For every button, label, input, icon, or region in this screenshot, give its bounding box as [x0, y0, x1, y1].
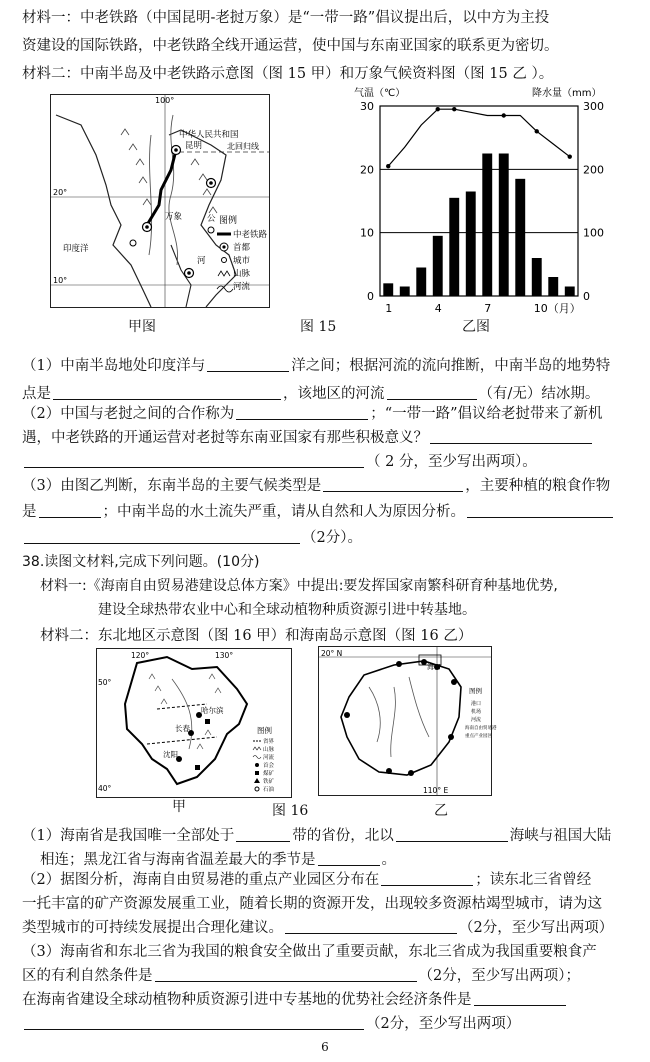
precip-bar — [548, 277, 558, 296]
svg-text:图例: 图例 — [469, 687, 482, 695]
svg-text:中老铁路: 中老铁路 — [233, 230, 268, 240]
svg-text:山脉: 山脉 — [263, 747, 275, 753]
temperature-point — [568, 154, 572, 158]
h2-line1: （2）据图分析，海南自由贸易港的重点产业园区分布在 ；读东北三省曾经 — [22, 872, 592, 888]
h3-line2: 区的有利自然条件是 （2分，至少写出两项）； — [22, 968, 580, 984]
q2-blank-cooperation[interactable] — [236, 404, 368, 420]
q1-blank-ice[interactable] — [387, 384, 477, 400]
q38-title: 38.读图文材料,完成下列问题。(10分) — [22, 554, 260, 570]
h3-line4: （2分，至少写出两项） — [22, 1014, 634, 1034]
x-tick-label: 4 — [434, 302, 442, 315]
svg-text:首会: 首会 — [263, 763, 275, 769]
q2-blank-significance-b[interactable] — [24, 452, 364, 468]
svg-text:城市: 城市 — [233, 256, 251, 266]
q2-line1: （2）中国与老挝之间的合作称为 ；“一带一路”倡议给老挝带来了新机 — [22, 406, 603, 422]
h2-line2: 一托丰富的矿产资源发展重工业，随着长期的资源开发，出现较多资源枯竭型城市，请为这 — [22, 896, 602, 912]
y-right-tick-label: 0 — [583, 290, 590, 303]
map-he: 河 — [197, 256, 206, 266]
y-left-tick-label: 0 — [367, 290, 374, 303]
ne-city-harbin: 哈尔滨 — [201, 706, 224, 715]
ne-lat-50: 50° — [98, 678, 112, 687]
ne-city-shenyang: 沈阳 — [163, 750, 178, 759]
precip-bar — [532, 258, 542, 296]
map-gong: 公 — [207, 214, 216, 224]
q1-blank-terrain[interactable] — [53, 384, 281, 400]
precip-bar — [499, 154, 509, 297]
x-tick-label: 10（月） — [533, 302, 581, 315]
svg-text:首都: 首都 — [233, 243, 251, 253]
temperature-point — [502, 113, 506, 117]
q1-line2: 点是 ，该地区的河流 （有/无）结冰期。 — [22, 386, 600, 402]
h1-line1: （1）海南省是我国唯一全部处于 带的省份，北以 海峡与祖国大陆 — [22, 828, 612, 844]
h2-blank-suggestion[interactable] — [285, 918, 457, 934]
map-vientiane: 万象 — [165, 212, 183, 222]
precip-bar — [449, 198, 459, 296]
material-1-line1: 材料一：中老铁路（中国昆明-老挝万象）是“一带一路”倡议提出后，以中方为主投 — [22, 10, 550, 26]
temperature-point — [436, 107, 440, 111]
svg-text:重点产业园区: 重点产业园区 — [465, 734, 492, 739]
temperature-point — [535, 129, 539, 133]
map-legend — [217, 214, 268, 292]
x-tick-label: 1 — [385, 302, 393, 315]
hn-lon-110: 110° E — [423, 786, 449, 795]
q2-line3: （ 2 分，至少写出两项）。 — [22, 452, 634, 472]
svg-text:铁矿: 铁矿 — [263, 779, 275, 785]
map-lon-label: 100° — [155, 96, 175, 105]
svg-text:河流: 河流 — [471, 717, 482, 723]
svg-text:海南自由贸易港: 海南自由贸易港 — [465, 726, 497, 731]
chart-title-right: 降水量（mm） — [532, 88, 602, 99]
hn-lat-20: 20° N — [321, 649, 343, 658]
ne-lon-120: 120° — [131, 651, 150, 660]
h1-blank-strait[interactable] — [396, 826, 508, 842]
h1-blank-season[interactable] — [318, 850, 380, 866]
q3-blank-erosion-a[interactable] — [467, 502, 613, 518]
q38-material1-line2: 建设全球热带农业中心和全球动植物种质资源引进中转基地。 — [98, 602, 476, 618]
svg-text:省界: 省界 — [263, 739, 275, 745]
precip-bar — [466, 192, 476, 297]
map-china-label: 中华人民共和国 — [179, 130, 239, 140]
map-lat10: 10° — [53, 276, 68, 285]
precip-bar — [482, 154, 492, 297]
map-ocean-label: 印度洋 — [63, 244, 89, 254]
q1-blank-ocean[interactable] — [207, 356, 289, 372]
map-kunming: 昆明 — [185, 141, 203, 151]
temperature-line — [388, 109, 570, 166]
q1-line1: （1）中南半岛地处印度洋与 洋之间；根据河流的流向推断，中南半岛的地势特 — [22, 358, 611, 374]
h3-blank-natural[interactable] — [155, 966, 417, 982]
indochina-map — [50, 94, 270, 308]
svg-text:图例: 图例 — [257, 726, 272, 735]
fig15-caption-right: 乙图 — [462, 319, 490, 335]
q2-blank-significance-a[interactable] — [430, 428, 592, 444]
svg-text:河流: 河流 — [263, 755, 275, 761]
fig16-caption-mid: 图 16 — [272, 803, 309, 819]
y-left-tick-label: 10 — [360, 226, 374, 240]
plot-frame — [380, 106, 578, 296]
h1-blank-zone[interactable] — [236, 826, 290, 842]
h3-blank-socioeconomic-a[interactable] — [474, 990, 566, 1006]
material-1-line2: 资建设的国际铁路，中老铁路全线开通运营，使中国与东南亚国家的联系更为密切。 — [22, 38, 559, 54]
ne-legend — [253, 725, 275, 793]
h2-line3: 类型城市的可持续发展提出合理化建议。 （2分，至少写出两项） — [22, 920, 614, 936]
northeast-china-map — [96, 648, 292, 798]
svg-text:石油: 石油 — [263, 787, 275, 793]
q3-blank-crop[interactable] — [39, 502, 101, 518]
svg-text:图例: 图例 — [219, 216, 238, 226]
precip-bar — [515, 179, 525, 296]
hainan-island-map — [318, 646, 497, 796]
h3-line1: （3）海南省和东北三省为我国的粮食安全做出了重要贡献，东北三省成为我国重要粮食产 — [22, 944, 597, 960]
q3-line3: （2分）。 — [22, 528, 634, 548]
precip-bar — [416, 268, 426, 297]
y-left-tick-label: 20 — [360, 163, 374, 177]
y-right-tick-label: 300 — [583, 100, 604, 113]
h3-line3: 在海南省建设全球动植物种质资源引进中专基地的优势社会经济条件是 — [22, 990, 634, 1010]
svg-text:机场: 机场 — [471, 709, 482, 715]
q3-blank-climate[interactable] — [323, 476, 463, 492]
ne-lat-40: 40° — [98, 784, 112, 793]
q38-material1-line1: 材料一:《海南自由贸易港建设总体方案》中提出:要发挥国家南繁科研育种基地优势, — [40, 578, 558, 594]
temperature-point — [452, 107, 456, 111]
fig15-caption-mid: 图 15 — [300, 319, 337, 335]
climate-chart — [352, 84, 622, 316]
chart-title-left: 气温（℃） — [354, 88, 406, 99]
q3-blank-erosion-b[interactable] — [24, 528, 300, 544]
svg-text:港口: 港口 — [471, 701, 482, 707]
precip-bar — [383, 283, 393, 296]
fig15-caption-left: 甲图 — [128, 319, 156, 335]
temperature-point — [386, 164, 390, 168]
svg-text:山脉: 山脉 — [233, 269, 251, 279]
fig16-caption-right: 乙 — [434, 803, 448, 819]
precip-bar — [433, 236, 443, 296]
hn-legend — [465, 686, 497, 739]
svg-text:河流: 河流 — [233, 282, 251, 292]
q2-line2: 遇，中老铁路的开通运营对老挝等东南亚国家有那些积极意义？ — [22, 428, 634, 448]
fig16-caption-left: 甲 — [172, 799, 186, 815]
q3-line2: 是 ；中南半岛的水土流失严重，请从自然和人为原因分析。 — [22, 502, 634, 522]
page-number: 6 — [321, 1040, 329, 1054]
material-2-line: 材料二：中南半岛及中老铁路示意图（图 15 甲）和万象气候资料图（图 15 乙 ）。 — [22, 66, 554, 82]
y-right-tick-label: 200 — [583, 163, 604, 177]
map-tropic: 北回归线 — [227, 142, 259, 151]
svg-text:煤矿: 煤矿 — [263, 771, 275, 777]
map-lat20: 20° — [53, 188, 68, 197]
q38-material2: 材料二：东北地区示意图（图 16 甲）和海南岛示意图（图 16 乙） — [40, 628, 473, 644]
y-right-tick-label: 100 — [583, 226, 604, 240]
y-left-tick-label: 30 — [360, 100, 374, 113]
h2-blank-parks[interactable] — [381, 870, 473, 886]
h1-line2: 相连；黑龙江省与海南省温差最大的季节是 。 — [40, 852, 396, 868]
hn-city-haikou: 海口 — [427, 663, 441, 671]
precip-bar — [565, 287, 575, 297]
q3-line1: （3）由图乙判断，东南半岛的主要气候类型是 ，主要种植的粮食作物 — [22, 478, 611, 494]
h3-blank-socioeconomic-b[interactable] — [24, 1014, 364, 1030]
ne-city-changchun: 长春 — [175, 724, 190, 733]
x-tick-label: 7 — [484, 302, 492, 315]
ne-lon-130: 130° — [215, 651, 234, 660]
precip-bar — [400, 287, 410, 297]
